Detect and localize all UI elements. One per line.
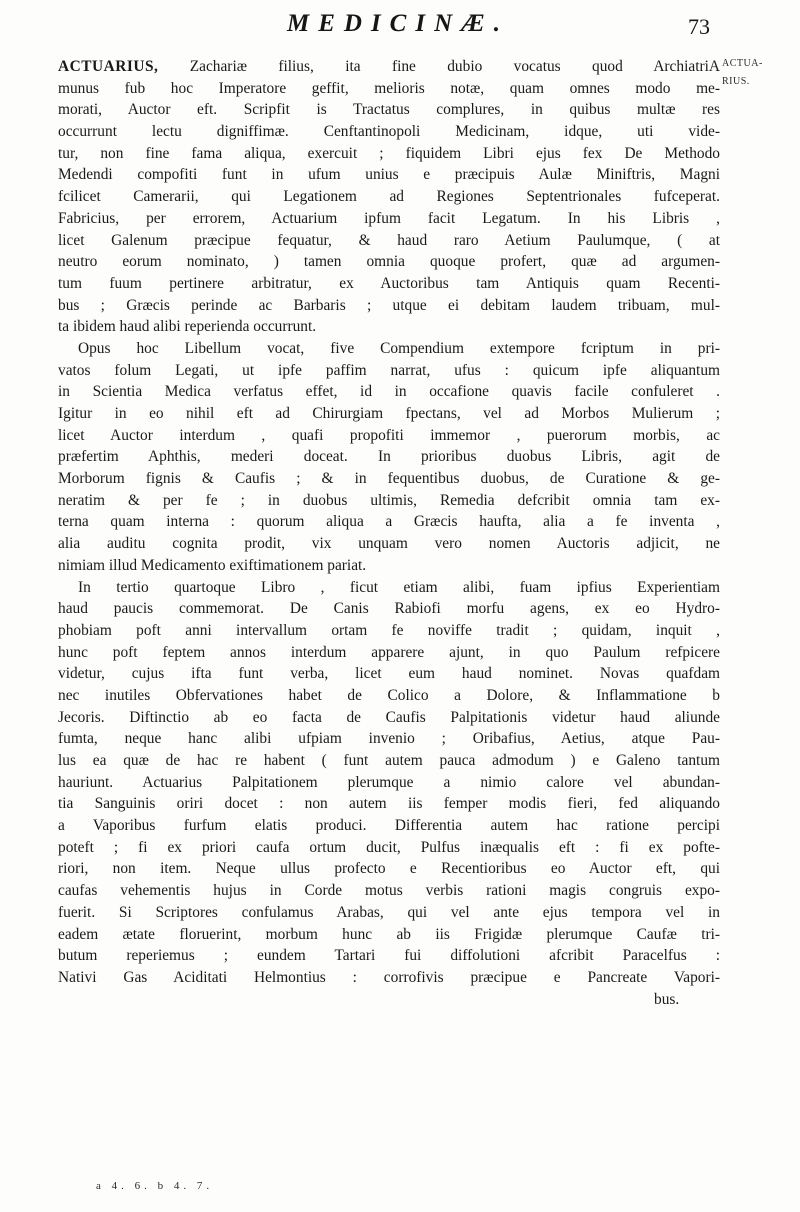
- text-line: [58, 902, 720, 924]
- text-line: [58, 858, 720, 880]
- line-text: tur, non fine fama aliqua, exercuit ; fiquidem Libri ejus fex De Methodo: [58, 144, 720, 162]
- text-line: [58, 403, 720, 425]
- line-text: riori, non item. Neque ullus profecto e Recentioribus eo Auctor eft, qui: [58, 860, 720, 878]
- line-text: neutro eorum nominato, ) tamen omnia quoque profert, quæ ad argumen-: [58, 253, 720, 271]
- margin-note: RIUS.: [722, 76, 750, 87]
- text-line: [58, 186, 720, 208]
- text-line: [58, 924, 720, 946]
- text-line: [58, 468, 720, 490]
- text-line: [58, 425, 720, 447]
- text-line: [58, 707, 720, 729]
- line-text: licet Auctor interdum , quafi propofiti immemor , puerorum morbis, ac: [58, 426, 720, 444]
- line-text: neratim & per fe ; in duobus ultimis, Remedia defcribit omnia tam ex-: [58, 491, 720, 509]
- text-line: [58, 251, 720, 273]
- text-line: [58, 837, 720, 859]
- text-line: [58, 685, 720, 707]
- line-text: Zachariæ filius, ita fine dubio vocatus quod ArchiatriA: [158, 58, 720, 75]
- text-line: [58, 945, 720, 967]
- text-line: [58, 989, 720, 1011]
- line-text: phobiam poft anni intervallum ortam fe noviffe tradit ; quidam, inquit ,: [58, 621, 720, 639]
- line-text: a Vaporibus furfum elatis produci. Differentia autem hac ratione percipi: [58, 817, 720, 835]
- line-text: eadem ætate floruerint, morbum hunc ab iis Frigidæ plerumque Caufæ tri-: [58, 925, 720, 943]
- line-text: videtur, cujus ifta funt verba, licet eum haud nominet. Novas quafdam: [58, 665, 720, 683]
- line-text: In tertio quartoque Libro , ficut etiam alibi, fuam ipfius Experientiam: [78, 578, 720, 596]
- text-line: [58, 490, 720, 512]
- text-line: [58, 295, 720, 317]
- line-text: Nativi Gas Aciditati Helmontius : corrofivis præcipue e Pancreate Vapori-: [58, 968, 720, 986]
- entry-lead-word: ACTUARIUS,: [58, 58, 159, 75]
- line-text: munus fub hoc Imperatore geffit, melioris notæ, quam omnes modo me-: [58, 79, 720, 97]
- line-text: fuerit. Si Scriptores confulamus Arabas, qui vel ante ejus tempora vel in: [58, 903, 720, 921]
- text-line: [58, 78, 720, 100]
- text-line: [58, 121, 720, 143]
- line-text: terna quam interna : quorum aliqua a Græcis haufta, alia a fe inventa ,: [58, 513, 720, 531]
- text-line: [58, 793, 720, 815]
- text-line: [58, 772, 720, 794]
- line-text: tia Sanguinis oriri docet : non autem iis femper modis fieri, fed aliquando: [58, 795, 720, 813]
- text-line: [58, 143, 720, 165]
- text-line: [58, 99, 720, 121]
- text-line: [58, 208, 720, 230]
- line-text: in Scientia Medica verfatus effet, id in occafione quavis facile confuleret .: [58, 383, 720, 401]
- line-text: nec inutiles Obfervationes habet de Colico a Dolore, & Inflammatione b: [58, 686, 720, 704]
- text-line: [58, 446, 720, 468]
- text-line: [58, 598, 720, 620]
- text-line: [58, 316, 720, 338]
- text-line: [58, 273, 720, 295]
- text-line: [58, 620, 720, 642]
- line-text: butum reperiemus ; eundem Tartari fui diffolutioni afcribit Paracelfus :: [58, 947, 720, 965]
- text-line: [58, 815, 720, 837]
- text-line: [58, 338, 720, 360]
- running-title: MEDICINÆ.: [287, 10, 509, 37]
- line-text: Fabricius, per errorem, Actuarium ipfum facit Legatum. In his Libris ,: [58, 209, 720, 227]
- text-line: [58, 663, 720, 685]
- margin-note: ACTUA-: [722, 58, 763, 69]
- text-line: [58, 555, 720, 577]
- line-text: Opus hoc Libellum vocat, five Compendium extempore fcriptum in pri-: [78, 339, 720, 357]
- text-line: [58, 750, 720, 772]
- line-text: ta ibidem haud alibi reperienda occurrunt.: [58, 318, 317, 336]
- body-text: [58, 56, 720, 1010]
- line-text: fcilicet Camerarii, qui Legationem ad Regiones Septentrionales fufceperat.: [58, 188, 720, 206]
- footnote-signatures: a 4. 6. b 4. 7.: [96, 1180, 214, 1192]
- line-text: licet Galenum præcipue fequatur, & haud raro Aetium Paulumque, ( at: [58, 231, 720, 249]
- line-text: haud paucis commemorat. De Canis Rabiofi morfu agens, ex eo Hydro-: [58, 600, 720, 618]
- line-text: bus.: [654, 990, 680, 1008]
- page-number: 73: [688, 14, 710, 39]
- line-text: fumta, neque hanc alibi ufpiam invenio ; Oribafius, Aetius, atque Pau-: [58, 730, 720, 748]
- line-text: Jecoris. Diftinctio ab eo facta de Caufis Palpitationis videtur haud aliunde: [58, 708, 720, 726]
- line-text: lus ea quæ de hac re habent ( funt autem pauca admodum ) e Galeno tantum: [58, 752, 720, 769]
- line-text: hunc poft feptem annos interdum apparere ajunt, in quo Paulum refpicere: [58, 643, 720, 661]
- text-line: [58, 533, 720, 555]
- line-text: occurrunt lectu digniffimæ. Cenftantinopoli Medicinam, idque, uti vide-: [58, 123, 720, 141]
- text-line: [58, 360, 720, 382]
- text-line: [58, 728, 720, 750]
- text-line: [58, 577, 720, 599]
- text-line: [58, 642, 720, 664]
- line-text: præfertim Aphthis, mederi doceat. In prioribus duobus Libris, agit de: [58, 448, 720, 466]
- line-text: bus ; Græcis perinde ac Barbaris ; utque ei debitam laudem tribuam, mul-: [58, 296, 720, 314]
- line-text: Igitur in eo nihil eft ad Chirurgiam fpectans, vel ad Morbos Mulierum ;: [58, 405, 720, 422]
- line-text: tum fuum pertinere arbitratur, ex Auctoribus tam Antiquis quam Recenti-: [58, 274, 720, 292]
- line-text: Morborum fignis & Caufis ; & in fequentibus duobus, de Curatione & ge-: [58, 470, 720, 488]
- text-line: [58, 164, 720, 186]
- running-head: [0, 10, 800, 50]
- line-text: caufas vehementis hujus in Corde motus verbis rationi magis congruis expo-: [58, 882, 720, 900]
- line-text: nimiam illud Medicamento exiftimationem pariat.: [58, 556, 367, 574]
- line-text: vatos folum Legati, ut ipfe paffim narrat, ufus : quicum ipfe aliquantum: [58, 361, 720, 379]
- text-line: [58, 381, 720, 403]
- line-text: morati, Auctor eft. Scripfit is Tractatus complures, in quibus multæ res: [58, 101, 720, 119]
- text-line: [58, 230, 720, 252]
- text-line: [58, 967, 720, 989]
- text-line: [58, 56, 720, 78]
- text-line: [58, 880, 720, 902]
- text-line: [58, 511, 720, 533]
- line-text: poteft ; fi ex priori caufa ortum ducit, Pulfus inæqualis eft : fi ex pofte-: [58, 838, 720, 856]
- line-text: alia auditu cognita prodit, vix unquam vero nomen Auctoris adjicit, ne: [58, 535, 720, 553]
- line-text: hauriunt. Actuarius Palpitationem plerumque a nimio calore vel abundan-: [58, 773, 720, 791]
- line-text: Medendi compofiti funt in ufum unius e præcipuis Aulæ Miniftris, Magni: [58, 166, 720, 184]
